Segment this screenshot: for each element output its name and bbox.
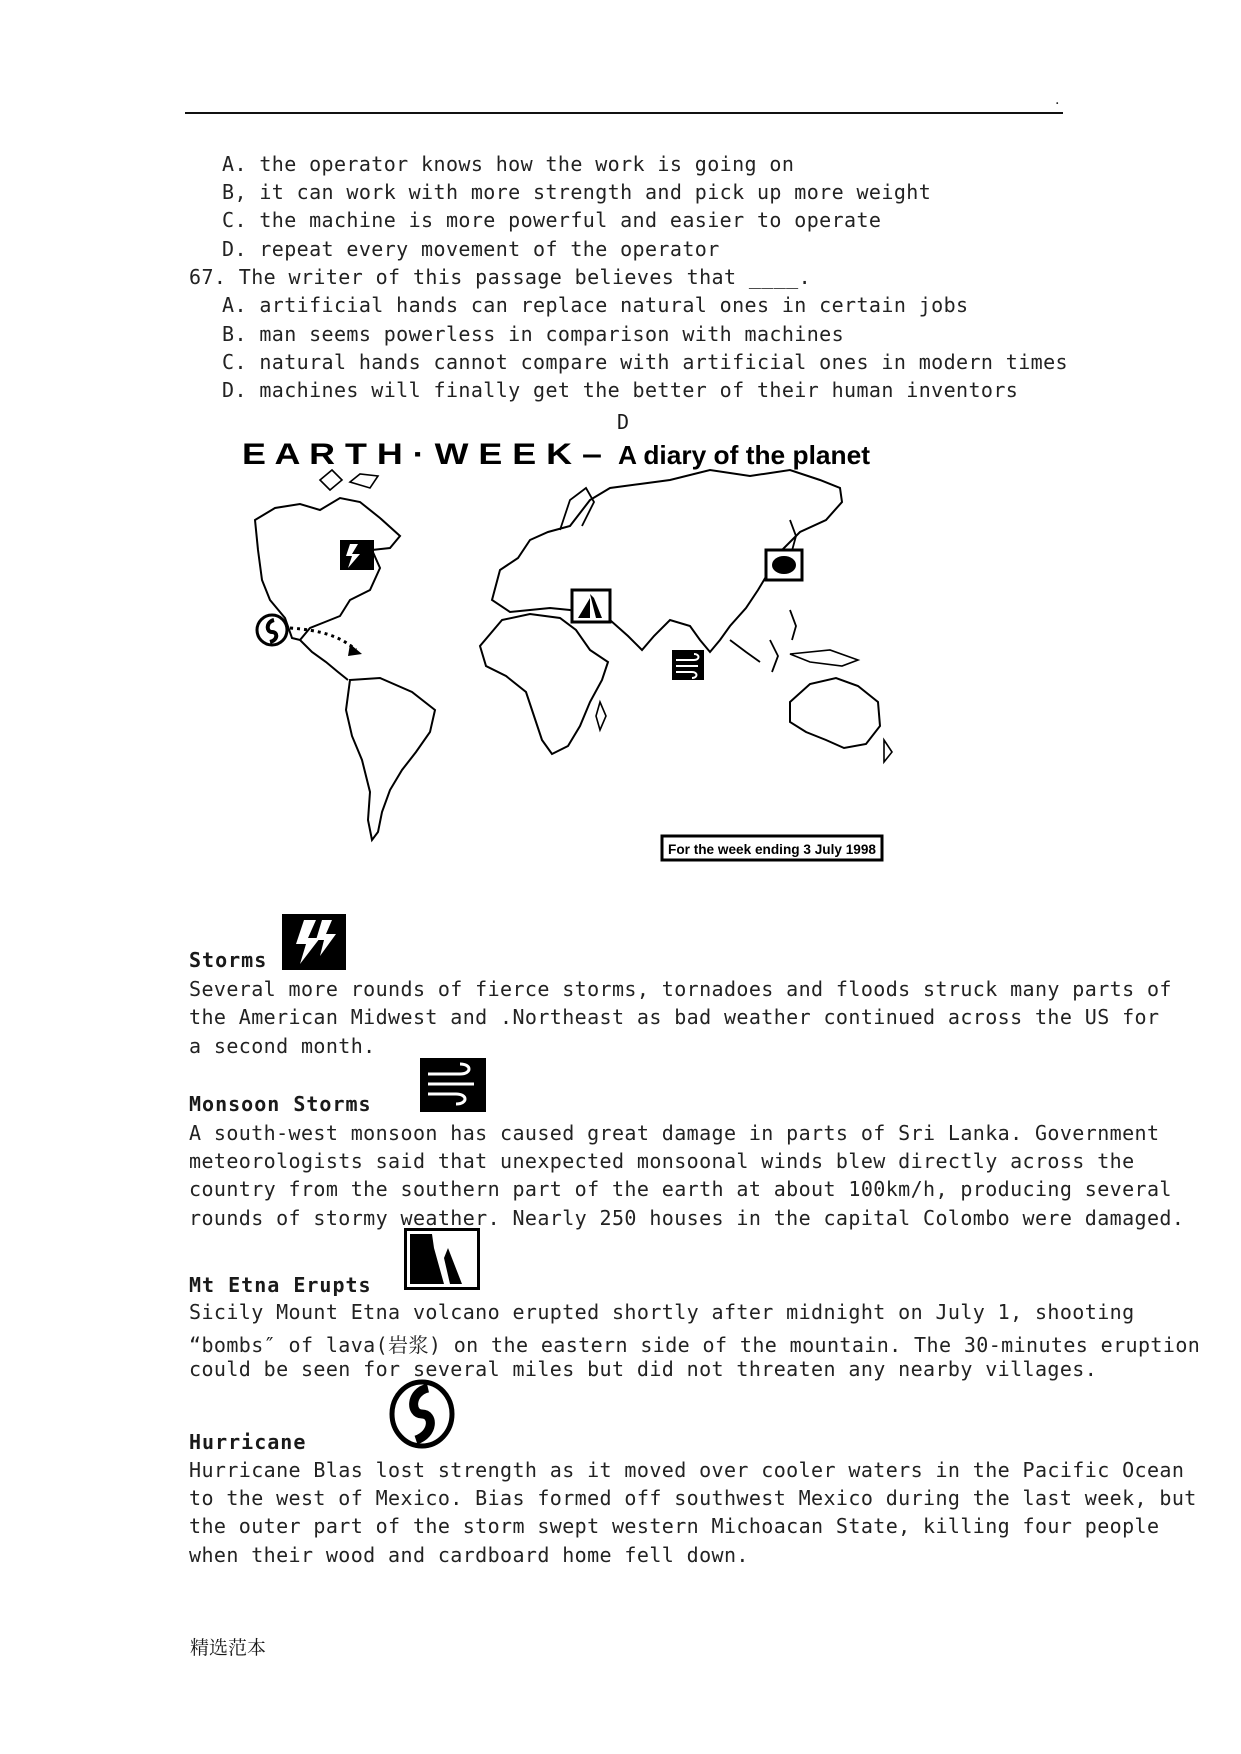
q67-option-d: D. machines will finally get the better of their human inventors [222,378,1019,402]
storms-line-1: Several more rounds of fierce storms, tornadoes and floods struck many parts of [189,977,1172,1001]
etna-line-3: could be seen for several miles but did not threaten any nearby villages. [189,1357,1098,1381]
monsoon-icon [420,1058,486,1116]
africa-outline [480,614,608,754]
etna-line-2: “bombs″ of lava(岩浆) on the eastern side of the mountain. The 30-minutes eruption [189,1333,1201,1357]
monsoon-line-4: rounds of stormy weather. Nearly 250 houses in the capital Colombo were damaged. [189,1206,1185,1230]
map-caption: For the week ending 3 July 1998 [668,841,877,857]
storm-icon [340,540,374,570]
hurricane-icon [388,1378,456,1454]
monsoon-line-2: meteorologists said that unexpected monsoonal winds blew directly across the [189,1149,1135,1173]
storm-icon [282,914,346,974]
q66-option-b: B, it can work with more strength and pick up more weight [222,180,932,204]
south-america-outline [346,678,435,840]
q67-option-c: C. natural hands cannot compare with artificial ones in modern times [222,350,1068,374]
map-title-right: A diary of the planet [618,440,871,470]
hurricane-line-2: to the west of Mexico. Bias formed off southwest Mexico during the last week, but [189,1486,1197,1510]
hurricane-icon [257,615,287,645]
storms-line-2: the American Midwest and .Northeast as bad weather continued across the US for [189,1005,1160,1029]
monsoon-icon [672,650,704,680]
hurricane-heading: Hurricane [189,1430,307,1454]
storms-line-3: a second month. [189,1034,376,1058]
q66-option-a: A. the operator knows how the work is going on [222,152,795,176]
etna-heading: Mt Etna Erupts [189,1273,372,1297]
monsoon-heading: Monsoon Storms [189,1092,372,1116]
hurricane-line-1: Hurricane Blas lost strength as it moved over cooler waters in the Pacific Ocean [189,1458,1185,1482]
monsoon-line-3: country from the southern part of the earth at about 100km/h, producing several [189,1177,1172,1201]
australia-outline [790,678,880,748]
footer-label: 精选范本 [190,1637,267,1659]
quake-icon [766,550,802,580]
volcano-icon [404,1228,480,1294]
q66-option-d: D. repeat every movement of the operator [222,237,720,261]
q67-option-b: B. man seems powerless in comparison with machines [222,322,845,346]
volcano-icon [572,590,610,622]
header-dot: . [1055,92,1060,108]
map-caption-box [662,836,882,860]
etna-line-1: Sicily Mount Etna volcano erupted shortly after midnight on July 1, shooting [189,1300,1135,1324]
map-title-left: E A R T H · W E E K – [242,440,602,471]
hurricane-line-3: the outer part of the storm swept western Michoacan State, killing four people [189,1514,1160,1538]
storms-heading: Storms [189,948,268,972]
header-rule [185,112,1063,114]
passage-label: D [617,410,630,434]
q67-stem: 67. The writer of this passage believes that ____. [189,265,812,289]
earth-week-map [230,440,1020,870]
monsoon-line-1: A south-west monsoon has caused great damage in parts of Sri Lanka. Government [189,1121,1160,1145]
hurricane-line-4: when their wood and cardboard home fell down. [189,1543,749,1567]
q67-option-a: A. artificial hands can replace natural ones in certain jobs [222,293,969,317]
q66-option-c: C. the machine is more powerful and easier to operate [222,208,882,232]
